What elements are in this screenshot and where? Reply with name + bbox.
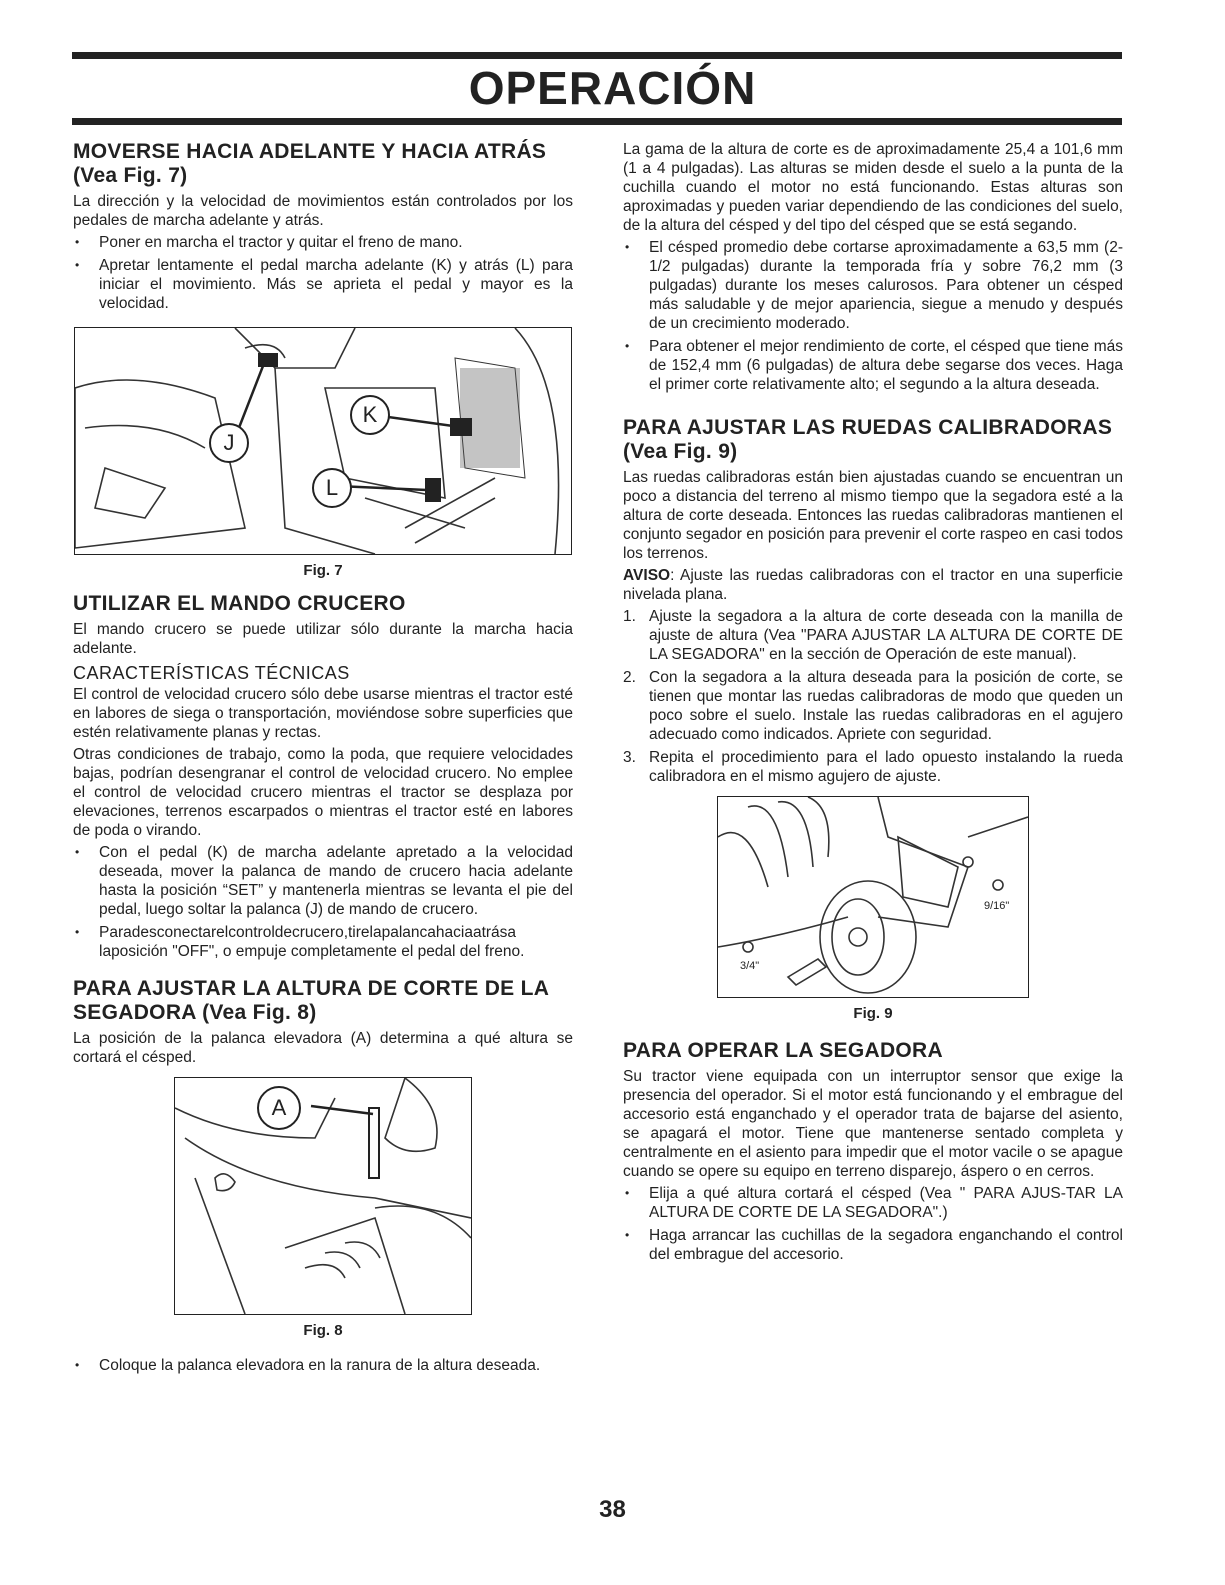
paragraph: La gama de la altura de corte es de aproximadamente 25,4 a 101,6 mm (1 a 4 pulgadas). Las alturas se miden desde el suelo a la punta de la cuchilla cuando el motor no está funcionando. Estas alturas son aproximadas y pueden variar dependiendo de las condiciones del suelo, de la altura del césped y del tipo del césped que se está segando. [623, 141, 1123, 234]
callout-j: J [209, 423, 249, 463]
notice-label: AVISO [623, 567, 671, 584]
list-item: 2. Con la segadora a la altura deseada para la posición de corte, se tienen que montar las ruedas calibradoras de modo que queden un poco sobre el suelo. Instale las ruedas calibradoras en el agujero adecuado como indicados. Apriete con seguridad. [623, 669, 1123, 743]
figure-7-caption: Fig. 7 [303, 562, 343, 579]
notice: AVISO: Ajuste las ruedas calibradoras con el tractor en una superficie nivelada plana. [623, 567, 1123, 603]
figure-9 [717, 796, 1029, 998]
list-item: • Coloque la palanca elevadora en la ranura de la altura deseada. [73, 1356, 573, 1375]
section-title-operate-mower: PARA OPERAR LA SEGADORA [623, 1039, 943, 1062]
list-item: • Elija a qué altura cortará el césped (Vea " PARA AJUS-TAR LA ALTURA DE CORTE DE LA SEGADORA".) [623, 1184, 1123, 1222]
figure-8 [174, 1077, 472, 1315]
list-item: 1. Ajuste la segadora a la altura de corte deseada con la manilla de ajuste de altura (Vea "PARA AJUSTAR LA ALTURA DE CORTE DE LA SEGADORA" en la sección de Operación de este manual). [623, 608, 1123, 663]
left-column [73, 140, 573, 1379]
bullet-list [623, 1184, 1123, 1264]
right-column [623, 140, 1123, 1268]
list-item: 3. Repita el procedimiento para el lado opuesto instalando la rueda calibradora en el mismo agujero de ajuste. [623, 749, 1123, 785]
fig7-illustration [75, 328, 571, 554]
callout-k: K [350, 395, 390, 435]
list-item: • Paradesconectarelcontroldecrucero,tirelapalancahaciaatrása laposición "OFF", o empuje completamente el pedal del freno. [73, 923, 573, 961]
paragraph: La posición de la palanca elevadora (A) determina a qué altura se cortará el césped. [73, 1030, 573, 1066]
paragraph: El control de velocidad crucero sólo debe usarse mientras el tractor esté en labores de siega o transportación, moviéndose sobre superficies que estén relativamente planas y rectas. [73, 686, 573, 741]
list-item: • Para obtener el mejor rendimiento de corte, el césped que tiene más de 152,4 mm (6 pulgadas) de altura debe segarse dos veces. Haga el primer corte relativamente alto; el segundo a la altura deseada. [623, 337, 1123, 394]
figure-9-caption: Fig. 9 [853, 1005, 893, 1022]
bullet-list [623, 238, 1123, 394]
section-title-forward-backward: MOVERSE HACIA ADELANTE Y HACIA ATRÁS [73, 140, 547, 163]
callout-a: A [257, 1086, 301, 1130]
numbered-list [623, 607, 1123, 786]
paragraph: Otras condiciones de trabajo, como la poda, que requiere velocidades bajas, podrían desengranar el control de velocidad crucero. No emplee el control de velocidad crucero mientras el tractor se desplaza por elevaciones, terrenos escarpados o mientras el tractor esté en labores de poda o virando. [73, 746, 573, 839]
paragraph: Su tractor viene equipada con un interruptor sensor que exige la presencia del operador. Si el motor está funcionando y el embrague del accesorio está enganchado y el operador trata de bajarse del asiento, se apagará el motor. Tiene que mantenerse sentado completa y centralmente en el asiento para impedir que el motor vacile o se apague cuando se opere su equipo en terreno disparejo, áspero o en cerros. [623, 1068, 1123, 1180]
list-item: • Haga arrancar las cuchillas de la segadora enganchando el control del embrague del accesorio. [623, 1226, 1123, 1264]
section-subtitle-gauge-wheels: (Vea Fig. 9) [623, 440, 738, 463]
bullet-list [73, 233, 573, 313]
list-item: • Apretar lentamente el pedal marcha adelante (K) y atrás (L) para iniciar el movimiento. Más se aprieta el pedal y mayor es la velocidad. [73, 256, 573, 313]
size-label-916: 9/16" [984, 900, 1010, 912]
paragraph: Las ruedas calibradoras están bien ajustadas cuando se encuentran un poco a distancia del terreno al mismo tiempo que la segadora esté a la altura de corte deseada. Entonces las ruedas calibradoras mantienen el conjunto segador en posición para prevenir el corte raspeo en casi todos los terrenos. [623, 469, 1123, 562]
section-title-cruise: UTILIZAR EL MANDO CRUCERO [73, 592, 406, 615]
list-item: • Con el pedal (K) de marcha adelante apretado a la velocidad deseada, mover la palanca de mando de crucero hacia adelante hasta la posición “SET” y mantenerla mientras se levanta el pie del pedal, luego soltar la palanca (J) de mando de crucero. [73, 843, 573, 919]
subsection-title-specs: CARACTERÍSTICAS TÉCNICAS [73, 663, 350, 683]
bullet-list [73, 1356, 573, 1375]
section-title-cut-height: PARA AJUSTAR LA ALTURA DE CORTE DE LA SEGADORA (Vea Fig. 8) [73, 977, 549, 1024]
list-item: • El césped promedio debe cortarse aproximadamente a 63,5 mm (2-1/2 pulgadas) durante la temporada fría y sobre 76,2 mm (3 pulgadas) durante los meses calurosos. Para obtener un césped más saludable y de mejor apariencia, siegue a menudo y después de un crecimiento moderado. [623, 238, 1123, 333]
list-item: • Poner en marcha el tractor y quitar el freno de mano. [73, 233, 573, 252]
bottom-title-rule [72, 118, 1122, 125]
page-number: 38 [599, 1496, 626, 1523]
paragraph: El mando crucero se puede utilizar sólo durante la marcha hacia adelante. [73, 621, 573, 657]
fig8-illustration [175, 1078, 471, 1314]
top-rule [72, 52, 1122, 59]
section-title-gauge-wheels: PARA AJUSTAR LAS RUEDAS CALIBRADORAS [623, 416, 1113, 439]
figure-7 [74, 327, 572, 555]
paragraph: La dirección y la velocidad de movimientos están controlados por los pedales de marcha adelante y atrás. [73, 193, 573, 229]
size-label-34: 3/4" [740, 960, 760, 972]
section-subtitle-forward-backward: (Vea Fig. 7) [73, 164, 188, 187]
bullet-list [73, 843, 573, 961]
callout-l: L [312, 468, 352, 508]
figure-8-caption: Fig. 8 [303, 1322, 343, 1339]
page-title: OPERACIÓN [468, 62, 757, 114]
fig9-illustration [718, 797, 1028, 997]
